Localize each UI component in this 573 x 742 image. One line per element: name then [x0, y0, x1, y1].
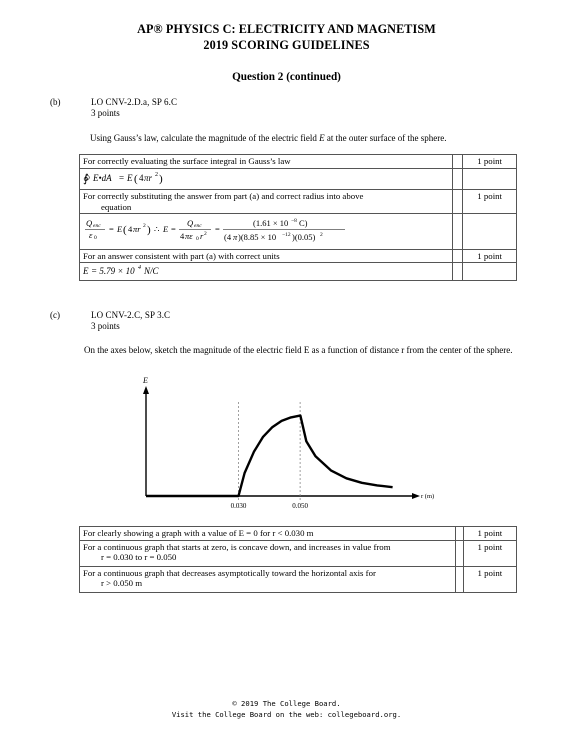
math-text: E — [117, 224, 123, 234]
math-text: −12 — [282, 232, 291, 238]
math-text: E•dA — [93, 172, 112, 183]
math-text: 2 — [155, 171, 158, 178]
rubric-text: equation — [101, 201, 132, 212]
rubric-criterion: For clearly showing a graph with a value of E = 0 for r < 0.030 m — [80, 527, 456, 541]
rubric-text: r = 0.030 to r = 0.050 — [101, 552, 177, 562]
rubric-criterion — [80, 190, 453, 214]
closed-integral-symbol: ∮ — [83, 171, 89, 185]
header-subtitle: 2019 SCORING GUIDELINES — [203, 37, 370, 52]
table-row — [80, 190, 517, 214]
table-row — [80, 566, 517, 592]
math-text: −8 — [291, 218, 297, 224]
instruction-variable: E — [319, 133, 325, 143]
math-text: C) — [299, 218, 308, 228]
table-row — [80, 540, 517, 566]
math-text: = — [215, 224, 220, 234]
math-text: enc — [194, 223, 202, 229]
tick-label-0-030: 0.030 — [230, 502, 247, 510]
part-c-learning-objective: LO CNV-2.C, SP 3.C — [91, 310, 171, 320]
math-text: E — [83, 266, 89, 276]
electric-field-curve — [146, 416, 393, 496]
part-b-points: 3 points — [91, 108, 120, 118]
rubric-points: 1 point — [463, 566, 516, 592]
footer-website: Visit the College Board on the web: collegeboard.org. — [171, 710, 402, 719]
math-text: E — [127, 172, 133, 183]
y-axis-arrowhead — [143, 386, 149, 394]
header-title: AP® PHYSICS C: ELECTRICITY AND MAGNETISM — [137, 22, 436, 36]
math-text: enc — [93, 223, 101, 229]
table-row — [80, 155, 517, 169]
rubric-answer — [80, 263, 453, 281]
rubric-math — [80, 214, 453, 250]
table-row — [80, 249, 517, 263]
math-text: πr — [133, 224, 141, 234]
rubric-criterion — [80, 540, 456, 566]
math-text: r — [200, 231, 204, 241]
x-axis-label: r (m) — [421, 493, 435, 500]
math-text: 0 — [94, 235, 97, 241]
rubric-text: For a continuous graph that starts at zero, is concave down, and increases in value from — [83, 541, 391, 552]
instruction-text: at the outer surface of the sphere. — [324, 133, 447, 143]
rubric-text: For a continuous graph that decreases asymptotically toward the horizontal axis for — [83, 567, 376, 578]
math-text: ∴ — [154, 224, 160, 234]
y-axis-label: E — [143, 376, 148, 385]
part-c-rubric-table — [79, 526, 517, 593]
table-row — [80, 263, 517, 281]
math-text: 4 — [128, 224, 133, 234]
part-b-instruction — [90, 133, 447, 143]
table-row — [80, 214, 517, 250]
rubric-text: r > 0.050 m — [101, 578, 143, 588]
electric-field-graph — [130, 372, 450, 514]
copyright-notice: © 2019 The College Board. — [232, 699, 341, 708]
math-text: πr — [144, 172, 153, 183]
rubric-criterion: For an answer consistent with part (a) with correct units — [80, 249, 453, 263]
math-text: E — [163, 224, 169, 234]
question-title: Question 2 (continued) — [232, 71, 341, 83]
rubric-text: For correctly substituting the answer from part (a) and correct radius into above — [83, 191, 364, 201]
part-b-learning-objective: LO CNV-2.D.a, SP 6.C — [91, 97, 178, 107]
rubric-criterion — [80, 566, 456, 592]
answer-equation — [83, 264, 203, 276]
substitution-equation — [83, 215, 383, 245]
table-row — [80, 168, 517, 190]
part-c-letter: (c) — [50, 310, 60, 320]
math-text: π — [233, 232, 238, 242]
math-text: πε — [185, 231, 193, 241]
math-text: N/C — [144, 266, 159, 276]
math-text: 2 — [320, 232, 323, 238]
rubric-points: 1 point — [463, 190, 517, 214]
rubric-points: 1 point — [463, 249, 517, 263]
math-text: = — [109, 224, 114, 234]
surface-integral-equation — [83, 170, 193, 186]
tick-label-0-050: 0.050 — [292, 502, 308, 510]
part-b-letter: (b) — [50, 97, 61, 107]
part-b-rubric-table — [79, 154, 517, 281]
math-text: = — [171, 224, 176, 234]
rubric-criterion: For correctly evaluating the surface integral in Gauss’s law — [80, 155, 453, 169]
math-text: Q — [86, 218, 93, 228]
math-text: ε — [89, 230, 93, 240]
rubric-points: 1 point — [463, 155, 517, 169]
math-text: ) — [159, 172, 163, 185]
x-axis-arrowhead — [412, 493, 420, 499]
math-text: (4 — [224, 232, 232, 242]
math-text: (1.61 × 10 — [253, 218, 289, 228]
math-text: 2 — [204, 231, 207, 237]
math-text: 4 — [138, 265, 141, 271]
math-text: = — [119, 172, 125, 183]
table-row — [80, 527, 517, 541]
math-text: 0 — [196, 236, 199, 242]
math-text: 4 — [139, 172, 144, 183]
math-text: 2 — [143, 223, 146, 229]
math-text: = 5.79 × 10 — [91, 266, 135, 276]
rubric-points: 1 point — [463, 527, 516, 541]
math-text: Q — [187, 218, 194, 228]
math-text: ( — [123, 224, 127, 236]
rubric-points: 1 point — [463, 540, 516, 566]
instruction-text: Using Gauss’s law, calculate the magnitude of the electric field — [90, 133, 320, 143]
math-text: 4 — [180, 231, 185, 241]
part-c-points: 3 points — [91, 321, 120, 331]
rubric-math — [80, 168, 453, 190]
math-text: )(8.85 × 10 — [238, 232, 277, 242]
part-c-instruction: On the axes below, sketch the magnitude of the electric field E as a function of distance r from the center of the sphere. — [84, 345, 513, 355]
math-text: ) — [147, 224, 151, 236]
math-text: ( — [134, 172, 138, 185]
math-text: )(0.05) — [292, 232, 316, 242]
